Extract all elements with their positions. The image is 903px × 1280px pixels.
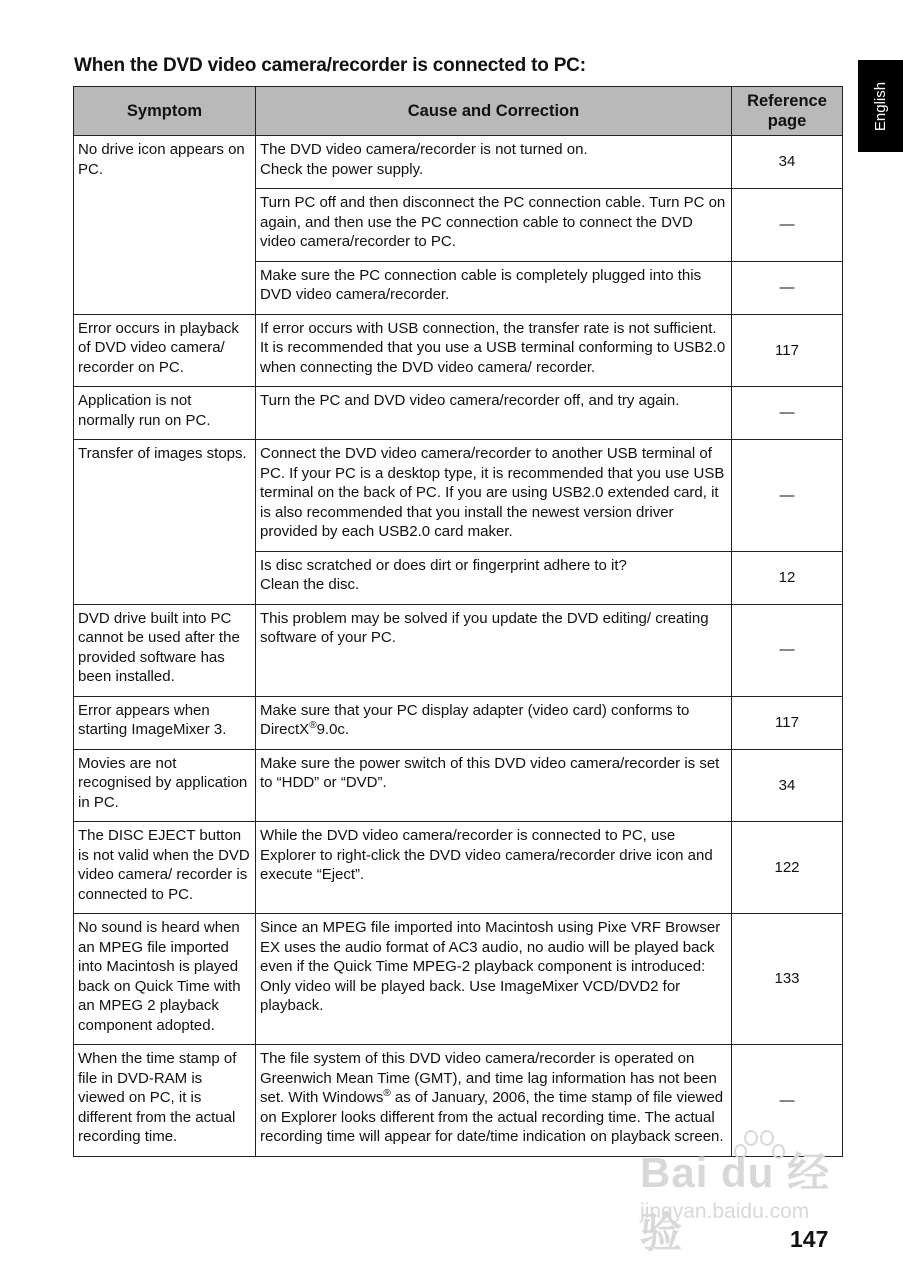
watermark-main: Bai du 经验 — [640, 1149, 831, 1256]
cause-cell — [256, 696, 732, 749]
cause-cell: Is disc scratched or does dirt or fingerprint adhere to it? Clean the disc. — [256, 551, 732, 604]
cause-cell: This problem may be solved if you update the DVD editing/ creating software of your PC. — [256, 604, 732, 696]
reference-cell: — — [732, 604, 843, 696]
symptom-cell: The DISC EJECT button is not valid when the DVD video camera/ recorder is connected to PC. — [74, 822, 256, 914]
reference-cell: — — [732, 189, 843, 262]
reference-cell: — — [732, 387, 843, 440]
table-row — [74, 749, 843, 822]
reference-cell: — — [732, 1045, 843, 1157]
symptom-cell: When the time stamp of file in DVD-RAM is viewed on PC, it is different from the actual recording time. — [74, 1045, 256, 1157]
table-row — [74, 604, 843, 696]
symptom-cell: DVD drive built into PC cannot be used after the provided software has been installed. — [74, 604, 256, 696]
symptom-cell: No drive icon appears on PC. — [74, 136, 256, 315]
table-row — [74, 914, 843, 1045]
table-row — [74, 696, 843, 749]
cause-text: The file system of this DVD video camera/recorder is operated on Greenwich Mean Time (GMT), and time lag information has not been set. With Windows — [260, 1050, 717, 1106]
reference-cell: 34 — [732, 136, 843, 189]
table-header-row — [74, 87, 843, 136]
table-row — [74, 822, 843, 914]
header-reference: Reference page — [732, 87, 843, 136]
table-row — [74, 387, 843, 440]
table-row — [74, 314, 843, 387]
language-tab-label: English — [872, 81, 890, 131]
language-tab — [858, 60, 903, 152]
watermark-sub: jingyan.baidu.com — [640, 1200, 810, 1223]
cause-cell: If error occurs with USB connection, the transfer rate is not sufficient. It is recommended that you use a USB terminal conforming to USB2.0 when connecting the DVD video camera/ recorder. — [256, 314, 732, 387]
cause-text: Make sure that your PC display adapter (video card) conforms to DirectX — [260, 701, 690, 738]
reference-cell: — — [732, 261, 843, 314]
cause-cell: The DVD video camera/recorder is not turned on. Check the power supply. — [256, 136, 732, 189]
reference-cell: 122 — [732, 822, 843, 914]
table-row — [74, 136, 843, 189]
header-cause: Cause and Correction — [256, 87, 732, 136]
cause-cell: Make sure the PC connection cable is completely plugged into this DVD video camera/recorder. — [256, 261, 732, 314]
reference-cell: 117 — [732, 314, 843, 387]
section-title: When the DVD video camera/recorder is connected to PC: — [74, 55, 586, 76]
page-number: 147 — [790, 1226, 829, 1252]
reference-cell: 12 — [732, 551, 843, 604]
table-row — [74, 1045, 843, 1157]
reference-cell: 117 — [732, 696, 843, 749]
cause-cell — [256, 1045, 732, 1157]
reference-cell: 133 — [732, 914, 843, 1045]
reference-cell: — — [732, 440, 843, 552]
symptom-cell: Application is not normally run on PC. — [74, 387, 256, 440]
symptom-cell: Movies are not recognised by application in PC. — [74, 749, 256, 822]
cause-cell: While the DVD video camera/recorder is connected to PC, use Explorer to right-click the DVD video camera/recorder drive icon and execute “Eject”. — [256, 822, 732, 914]
cause-cell: Connect the DVD video camera/recorder to another USB terminal of PC. If your PC is a desktop type, it is recommended that you use USB terminal on the back of PC. If you are using USB2.0 extended card, it is also recommended that you install the newest version driver provided by each USB2.0 card maker. — [256, 440, 732, 552]
table-row — [74, 440, 843, 552]
symptom-cell: Transfer of images stops. — [74, 440, 256, 605]
cause-text: 9.0c. — [316, 721, 350, 738]
registered-mark: ® — [309, 720, 317, 731]
cause-cell: Turn PC off and then disconnect the PC connection cable. Turn PC on again, and then use the PC connection cable to connect the DVD video camera/recorder to PC. — [256, 189, 732, 262]
troubleshooting-table — [73, 86, 843, 1157]
reference-cell: 34 — [732, 749, 843, 822]
cause-cell: Make sure the power switch of this DVD video camera/recorder is set to “HDD” or “DVD”. — [256, 749, 732, 822]
cause-text: as of January, 2006, the time stamp of file viewed on Explorer looks different from the actual recording time. The actual recording time will appear for date/time indication on playback screen. — [260, 1089, 724, 1145]
registered-mark: ® — [383, 1088, 391, 1099]
symptom-cell: Error appears when starting ImageMixer 3. — [74, 696, 256, 749]
symptom-cell: No sound is heard when an MPEG file imported into Macintosh is played back on Quick Time with an MPEG 2 playback component adopted. — [74, 914, 256, 1045]
cause-cell: Turn the PC and DVD video camera/recorder off, and try again. — [256, 387, 732, 440]
symptom-cell: Error occurs in playback of DVD video camera/ recorder on PC. — [74, 314, 256, 387]
header-symptom: Symptom — [74, 87, 256, 136]
cause-cell: Since an MPEG file imported into Macintosh using Pixe VRF Browser EX uses the audio format of AC3 audio, no audio will be played back even if the Quick Time MPEG-2 playback component is introduced: Only video will be played back. Use ImageMixer VCD/DVD2 for playback. — [256, 914, 732, 1045]
